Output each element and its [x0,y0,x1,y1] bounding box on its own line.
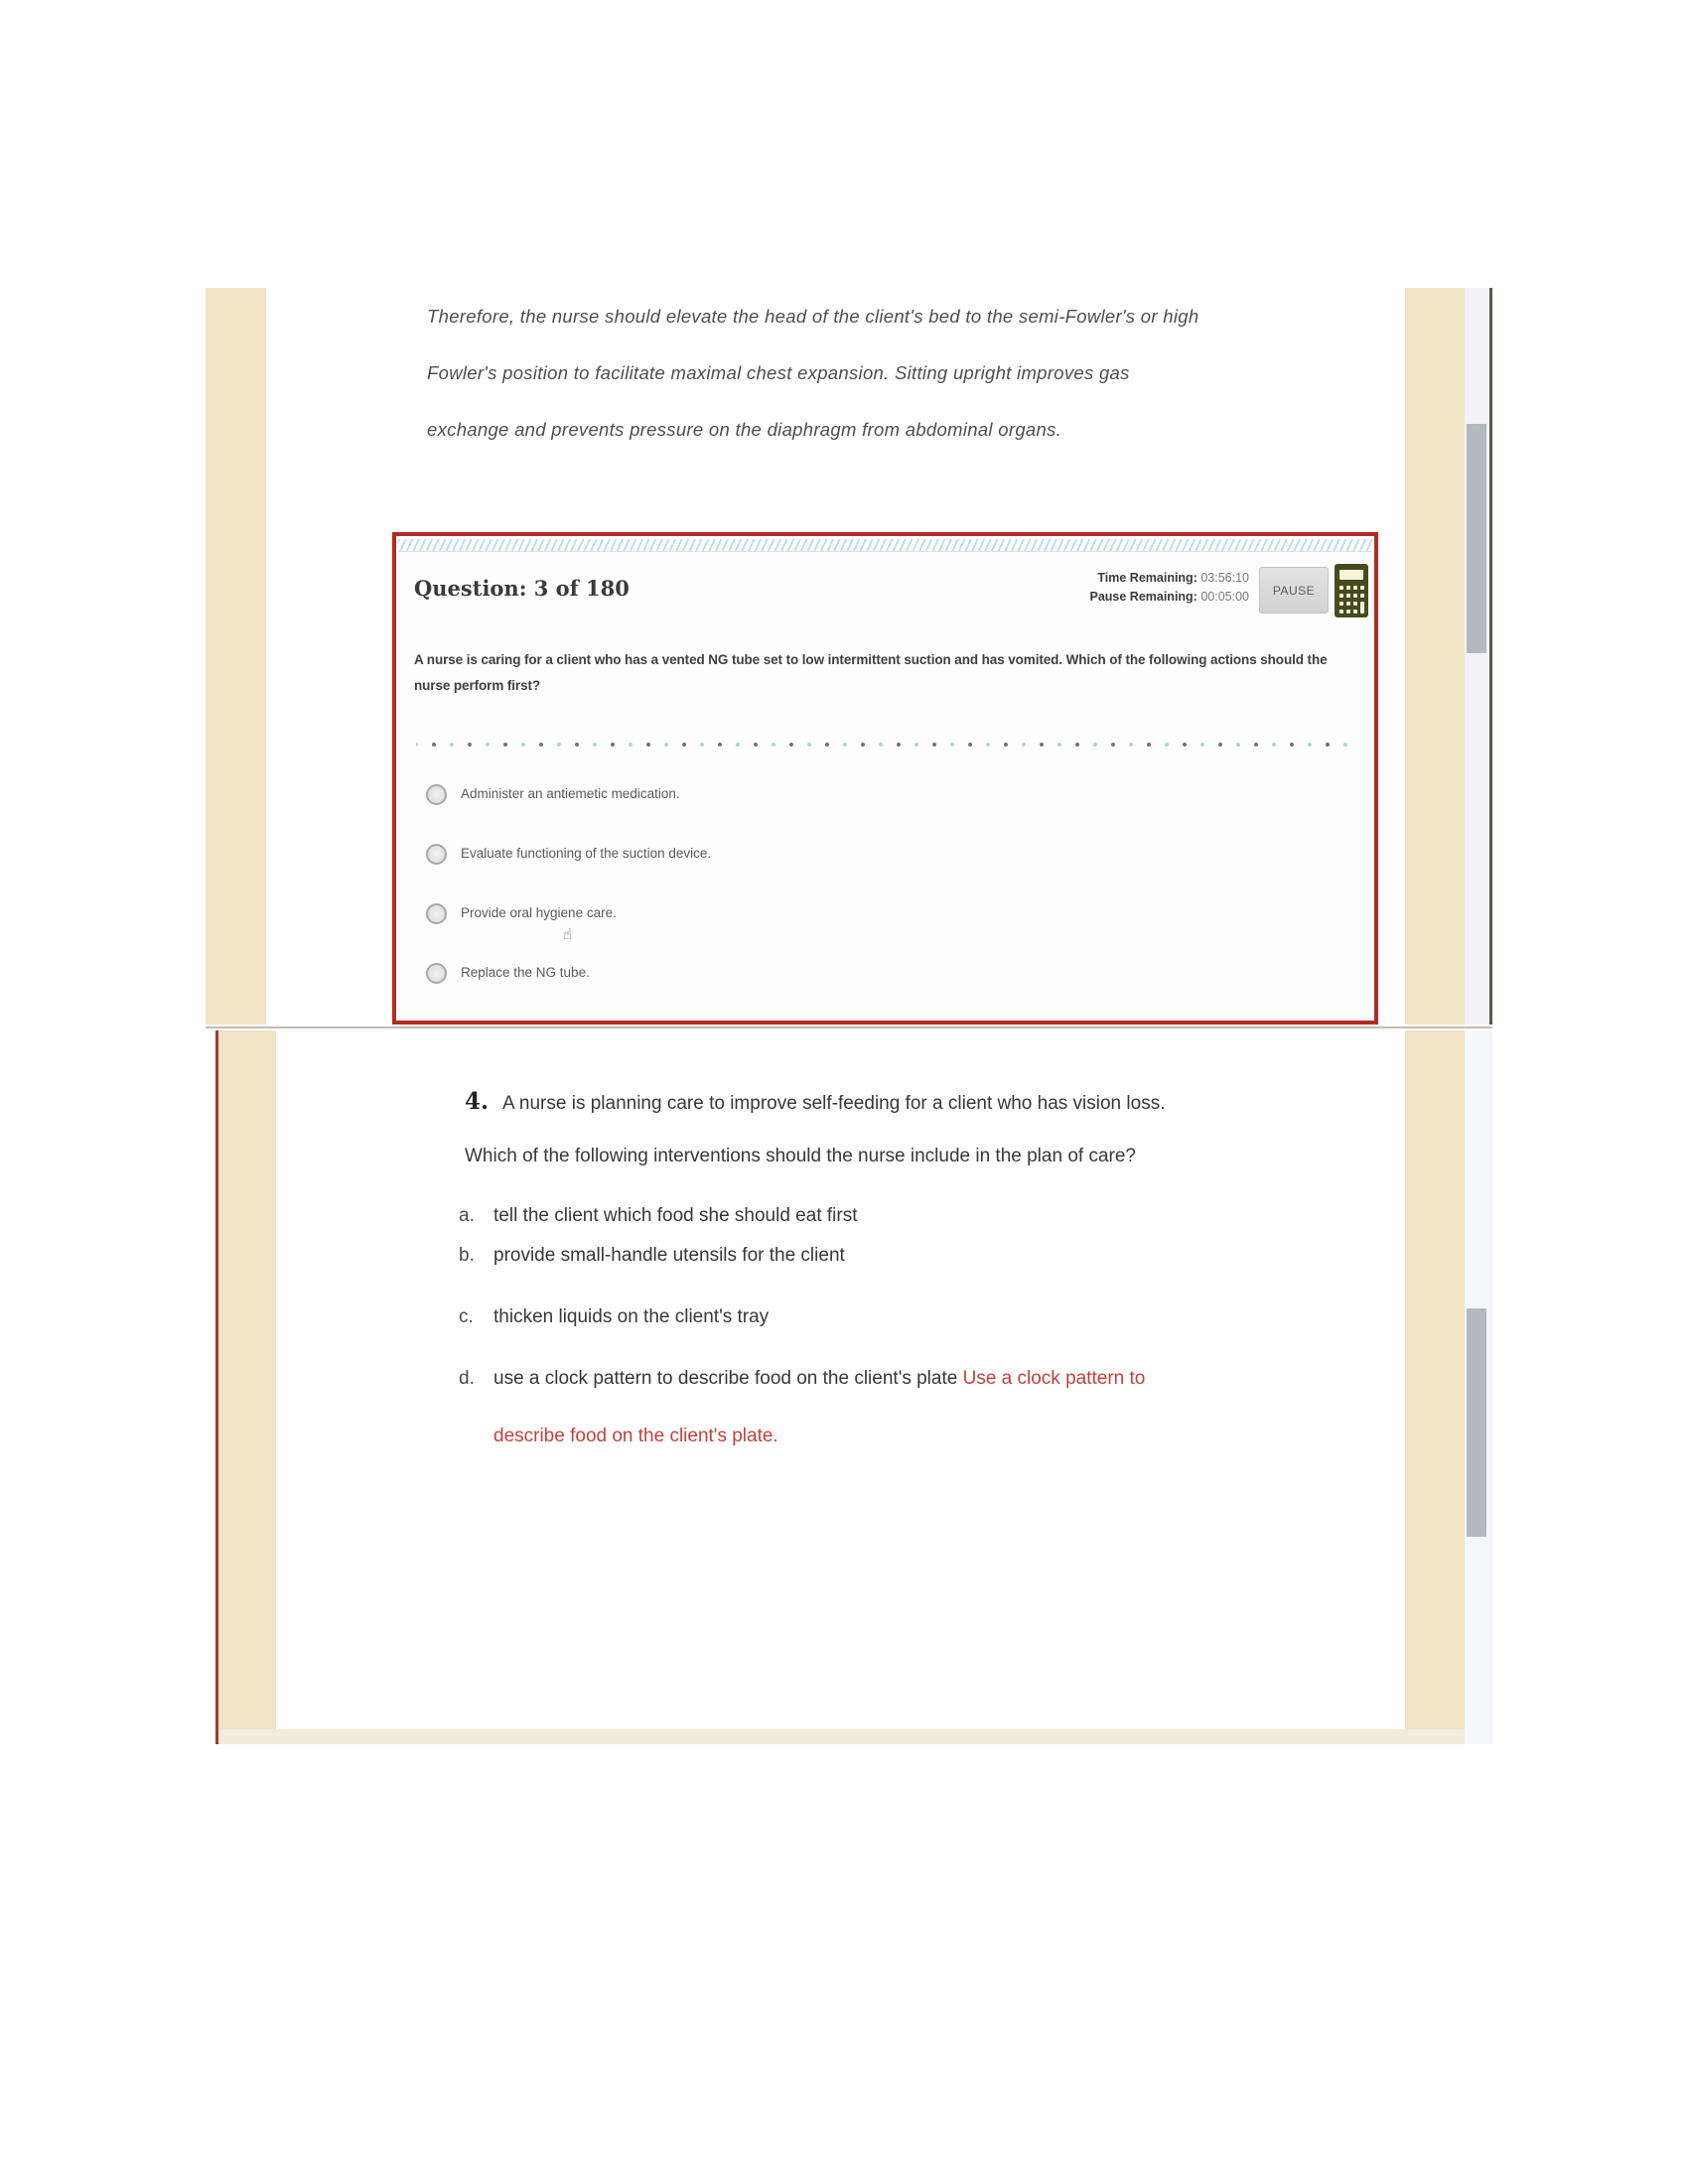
right-margin-bar [1405,288,1465,1024]
calculator-icon[interactable] [1335,564,1368,617]
scrollbar-track[interactable] [1465,1030,1492,1744]
choice-letter: d. [459,1368,475,1389]
time-remaining [1089,569,1249,588]
choice-letter: c. [459,1306,474,1327]
hatched-header-band [398,539,1372,552]
left-margin-bar [218,1030,276,1744]
choice-text: thicken liquids on the client's tray [493,1306,770,1327]
timer-block [1089,569,1249,607]
radio-button-icon[interactable] [426,903,447,924]
section-divider-line [206,1026,1492,1028]
answer-option-row[interactable] [426,963,711,981]
scrollbar-thumb[interactable] [1467,1308,1486,1537]
question-progress-label: Question: 3 of 180 [414,576,630,601]
bottom-screenshot-section [215,1030,1492,1744]
choice-row [459,1205,857,1227]
choice-row [459,1306,769,1328]
scrollbar-track[interactable] [1465,288,1489,1024]
radio-button-icon[interactable] [426,844,447,865]
bottom-margin-bar [218,1729,1465,1744]
window-right-border [1489,288,1492,1024]
choice-letter: b. [459,1245,475,1266]
choice-text: tell the client which food she should eat first [493,1205,858,1226]
dotted-separator [416,740,1354,748]
correct-answer-line2: describe food on the client's plate. [493,1426,778,1446]
question4-stem-line2: Which of the following interventions should the nurse include in the plan of care? [465,1146,1136,1166]
answer-options [426,784,711,1023]
quiz-screenshot-box [392,532,1378,1024]
pause-remaining-value: 00:05:00 [1196,590,1249,604]
scrollbar-thumb[interactable] [1467,424,1486,653]
choice-letter: a. [459,1205,475,1226]
choice-text: use a clock pattern to describe food on the client's plate [493,1368,963,1389]
rationale-text-line: exchange and prevents pressure on the diaphragm from abdominal organs. [427,419,1062,440]
answer-option-row[interactable] [426,844,711,862]
choice-row [459,1368,1145,1390]
radio-button-icon[interactable] [426,963,447,984]
correct-answer-inline: Use a clock pattern to [962,1368,1146,1389]
pause-remaining-label: Pause Remaining: [1089,590,1197,604]
choice-row [459,1245,845,1267]
radio-button-icon[interactable] [426,784,447,805]
pause-button[interactable]: PAUSE [1259,567,1329,614]
time-remaining-value: 03:56:10 [1196,571,1249,585]
hand-cursor-icon: ☝ [563,925,573,943]
left-margin-bar [206,288,266,1024]
rationale-text-line: Therefore, the nurse should elevate the head of the client's bed to the semi-Fowler's or high [427,306,1199,327]
option-label: Evaluate functioning of the suction device. [461,846,712,861]
option-label: Replace the NG tube. [461,965,590,980]
question-text: A nurse is caring for a client who has a vented NG tube set to low intermittent suction and has vomited. Which of the following actions should the nurse perform first? [414,652,1328,693]
question4-stem-line1 [465,1088,1165,1115]
option-label: Provide oral hygiene care. [461,905,617,920]
rationale-text-line: Fowler's position to facilitate maximal chest expansion. Sitting upright improves gas [427,362,1130,383]
pause-remaining [1089,588,1249,607]
choice-text: provide small-handle utensils for the client [493,1245,845,1266]
option-label: Administer an antiemetic medication. [461,786,680,801]
answer-option-row[interactable] [426,784,711,802]
answer-option-row[interactable] [426,903,711,943]
right-margin-bar [1405,1030,1465,1744]
time-remaining-label: Time Remaining: [1097,571,1197,585]
question4-stem-text: A nurse is planning care to improve self-feeding for a client who has vision loss. [502,1093,1166,1114]
question4-number: 4. [465,1088,490,1115]
